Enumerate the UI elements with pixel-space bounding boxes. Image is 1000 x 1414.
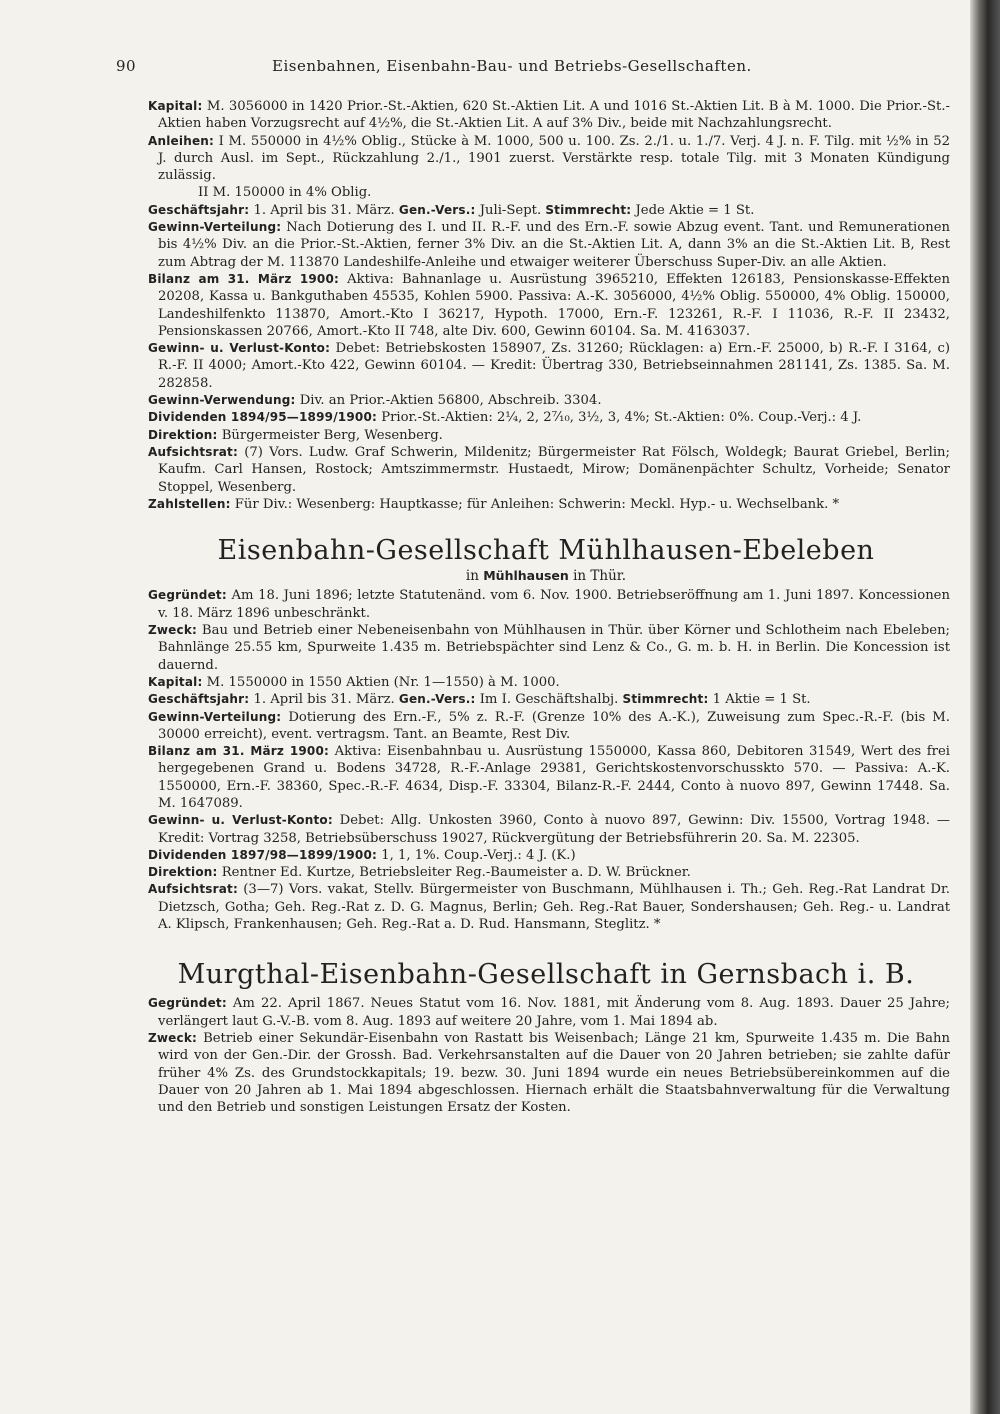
entry-zweck: Zweck: Bau und Betrieb einer Nebeneisenbahn von Mühlhausen in Thür. über Körner und Schlotheim nach Ebeleben; Bahnlänge 25.55 km, Spurweite 1.435 m. Betriebspächter sind Lenz & Co., G. m. b. H. in Berlin. Die Koncession ist dauernd. xyxy=(148,623,950,673)
entry-kapital: Kapital: M. 1550000 in 1550 Aktien (Nr. 1—1550) à M. 1000. xyxy=(148,674,560,690)
entry-dividenden: Dividenden 1897/98—1899/1900: 1, 1, 1%. Coup.-Verj.: 4 J. (K.) xyxy=(148,847,576,863)
entry-aufsichtsrat: Aufsichtsrat: (7) Vors. Ludw. Graf Schwerin, Mildenitz; Bürgermeister Rat Fölsch, Woldegk; Baurat Griebel, Berlin; Kaufm. Carl Hansen, Rostock; Amtszimmermstr. Hustaedt, Mirow; Domänenpächter Schultz, Vorheide; Senator Stoppel, Wesenberg. xyxy=(148,444,950,495)
entry-gewinn-verteilung: Gewinn-Verteilung: Dotierung des Ern.-F., 5% z. R.-F. (Grenze 10% des A.-K.), Zuweisung zum Spec.-R.-F. (bis M. 30000 erreicht), event. vertragsm. Tant. an Beamte, Rest Div. xyxy=(148,709,950,742)
company-title-murgthal: Murgthal-Eisenbahn-Gesellschaft in Gernsbach i. B. xyxy=(177,959,915,991)
entry-geschaeftsjahr: Geschäftsjahr: 1. April bis 31. März. Gen.-Vers.: Im I. Geschäftshalbj. Stimmrecht: 1 Aktie = 1 St. xyxy=(148,692,811,708)
entry-zweck: Zweck: Betrieb einer Sekundär-Eisenbahn von Rastatt bis Weisenbach; Länge 21 km, Spurweite 1.435 m. Die Bahn wird von der Gen.-Dir. der Grossh. Bad. Verkehrsanstalten auf die Dauer von 20 Jahren betrieben; sie zahlte dafür früher 4% Zs. des Grundstockkapitals; 19. bezw. 30. Juni 1894 wurde ein neues Betriebsübereinkommen auf die Dauer von 20 Jahren ab 1. Mai 1894 abgeschlossen. Hiernach erhält die Staatsbahnverwaltung für die Verwaltung und den Betrieb und sonstigen Leistungen Ersatz der Kosten. xyxy=(148,1030,950,1116)
entry-anleihen: Anleihen: I M. 550000 in 4½% Oblig., Stücke à M. 1000, 500 u. 100. Zs. 2./1. u. 1./7. Verj. 4 J. n. F. Tilg. mit ½% in 52 J. durch Ausl. im Sept., Rückzahlung 2./1., 1901 zuerst. Verstärkte resp. totale Tilg. mit 3 Monaten Kündigung zulässig. xyxy=(148,133,950,184)
entry-gewinn-verlust: Gewinn- u. Verlust-Konto: Debet: Allg. Unkosten 3960, Conto à nuovo 897, Gewinn: Div. 15500, Vortrag 1948. — Kredit: Vortrag 3258, Betriebsüberschuss 19027, Rückvergütung der Betriebsführerin 20. Sa. M. 22305. xyxy=(148,813,950,846)
page-binding-edge xyxy=(970,0,1000,1414)
entry-direktion: Direktion: Bürgermeister Berg, Wesenberg. xyxy=(148,427,443,443)
entry-zahlstellen: Zahlstellen: Für Div.: Wesenberg: Hauptkasse; für Anleihen: Schwerin: Meckl. Hyp.- u. Wechselbank. * xyxy=(148,496,840,512)
section-wesenberg xyxy=(112,98,950,513)
entry-dividenden: Dividenden 1894/95—1899/1900: Prior.-St.-Aktien: 2¼, 2, 2⁷⁄₁₀, 3½, 3, 4%; St.-Aktien: 0%. Coup.-Verj.: 4 J. xyxy=(148,410,862,426)
section-murgthal xyxy=(112,959,950,1116)
page-number: 90 xyxy=(116,57,137,75)
company-title-muehlhausen: Eisenbahn-Gesellschaft Mühlhausen-Ebeleben xyxy=(217,535,875,567)
section-muehlhausen-ebeleben xyxy=(112,535,950,933)
document-page xyxy=(112,58,950,1116)
entry-gegruendet: Gegründet: Am 22. April 1867. Neues Statut vom 16. Nov. 1881, mit Änderung vom 8. Aug. 1893. Dauer 25 Jahre; verlängert laut G.-V.-B. vom 8. Aug. 1893 auf weitere 20 Jahre, vom 1. Mai 1894 ab. xyxy=(148,996,950,1029)
entry-gewinn-verwendung: Gewinn-Verwendung: Div. an Prior.-Aktien 56800, Abschreib. 3304. xyxy=(148,393,602,409)
entry-bilanz: Bilanz am 31. März 1900: Aktiva: Eisenbahnbau u. Ausrüstung 1550000, Kassa 860, Debitoren 31549, Wert des frei hergegebenen Grand u. Bodens 34728, R.-F.-Anlage 29381, Gerichtskostenvorschusskto 570. — Passiva: A.-K. 1550000, Ern.-F. 38360, Spec.-R.-F. 4634, Disp.-F. 33304, Bilanz-R.-F. 2444, Conto à nuovo 897, Gewinn 17448. Sa. M. 1647089. xyxy=(148,744,950,811)
entry-geschaeftsjahr: Geschäftsjahr: 1. April bis 31. März. Gen.-Vers.: Juli-Sept. Stimmrecht: Jede Aktie = 1 St. xyxy=(148,202,755,218)
page-header xyxy=(112,58,950,98)
entry-anleihen-ii: II M. 150000 in 4% Oblig. xyxy=(198,185,372,201)
entry-aufsichtsrat: Aufsichtsrat: (3—7) Vors. vakat, Stellv. Bürgermeister von Buschmann, Mühlhausen i. Th.; Geh. Reg.-Rat Landrat Dr. Dietzsch, Gotha; Geh. Reg.-Rat z. D. G. Magnus, Berlin; Geh. Reg.-Rat Bauer, Sondershausen; Geh. Reg.- u. Landrat A. Klipsch, Frankenhausen; Geh. Reg.-Rat a. D. Rud. Hansmann, Steglitz. * xyxy=(148,882,950,933)
entry-gewinn-verlust: Gewinn- u. Verlust-Konto: Debet: Betriebskosten 158907, Zs. 31260; Rücklagen: a) Ern.-F. 25000, b) R.-F. I 3164, c) R.-F. II 4000; Amort.-Kto 422, Gewinn 60104. — Kredit: Übertrag 330, Betriebseinnahmen 281141, Zs. 1385. Sa. M. 282858. xyxy=(148,341,950,391)
entry-kapital: Kapital: M. 3056000 in 1420 Prior.-St.-Aktien, 620 St.-Aktien Lit. A und 1016 St.-Aktien Lit. B à M. 1000. Die Prior.-St.-Aktien haben Vorzugsrecht auf 4½%, die St.-Aktien Lit. A auf 3% Div., beide mit Nachzahlungsrecht. xyxy=(148,99,950,132)
company-location: in Mühlhausen in Thür. xyxy=(465,568,627,585)
entry-gegruendet: Gegründet: Am 18. Juni 1896; letzte Statutenänd. vom 6. Nov. 1900. Betriebseröffnung am 1. Juni 1897. Koncessionen v. 18. März 1896 unbeschränkt. xyxy=(148,588,950,621)
running-title: Eisenbahnen, Eisenbahn-Bau- und Betriebs-Gesellschaften. xyxy=(272,57,752,75)
entry-direktion: Direktion: Rentner Ed. Kurtze, Betriebsleiter Reg.-Baumeister a. D. W. Brückner. xyxy=(148,865,691,881)
entry-bilanz: Bilanz am 31. März 1900: Aktiva: Bahnanlage u. Ausrüstung 3965210, Effekten 126183, Pensionskasse-Effekten 20208, Kassa u. Bankguthaben 45535, Kohlen 5900. Passiva: A.-K. 3056000, 4½% Oblig. 550000, 4% Oblig. 150000, Landeshilfenkto 113870, Amort.-Kto I 36217, Hypoth. 17000, Ern.-F. 123261, R.-F. I 11036, R.-F. II 23432, Pensionskassen 20766, Amort.-Kto II 748, alte Div. 600, Gewinn 60104. Sa. M. 4163037. xyxy=(148,271,950,339)
entry-gewinn-verteilung: Gewinn-Verteilung: Nach Dotierung des I. und II. R.-F. und des Ern.-F. sowie Abzug event. Tant. und Remunerationen bis 4½% Div. an die Prior.-St.-Aktien, ferner 3% Div. an die St.-Aktien Lit. A, dann 3% an die St.-Aktien Lit. B, Rest zum Abtrag der M. 113870 Landeshilfe-Anleihe und etwaiger weiterer Überschuss Super-Div. an alle Aktien. xyxy=(148,220,950,270)
